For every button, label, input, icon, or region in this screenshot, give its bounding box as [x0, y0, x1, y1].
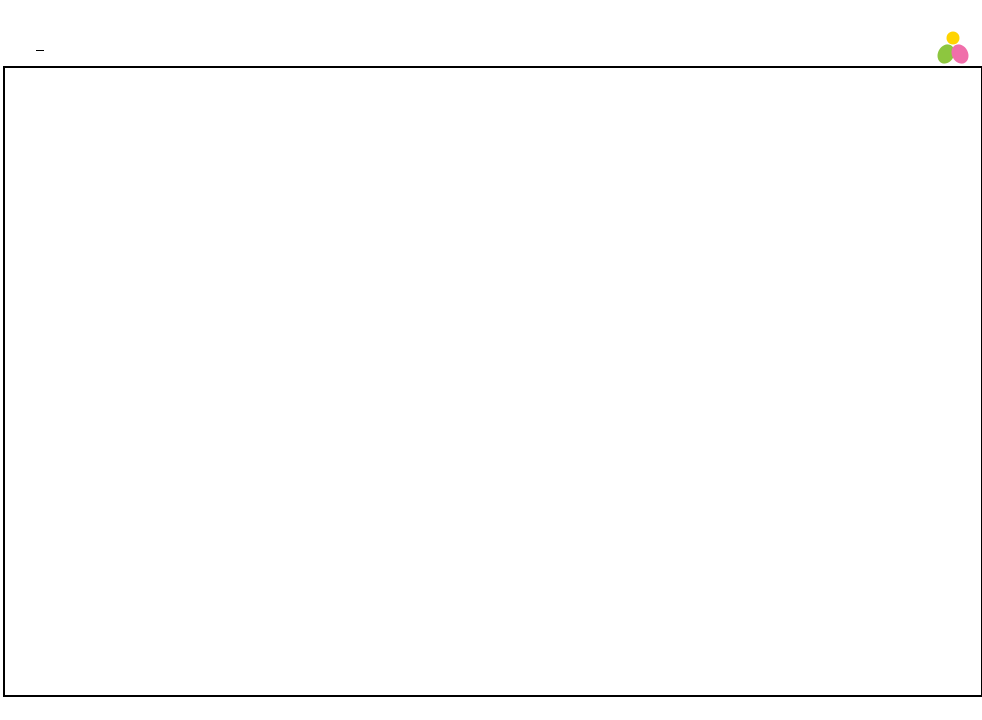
period-value [36, 49, 44, 51]
village-illustration-svg [256, 31, 738, 65]
hospital-logo-icon [936, 30, 970, 66]
period-row [14, 49, 44, 51]
menu-grid [5, 68, 981, 535]
menu-table [3, 66, 982, 697]
hospital-logo [936, 30, 976, 66]
origin-grid [5, 535, 981, 695]
village-illustration [256, 31, 738, 65]
